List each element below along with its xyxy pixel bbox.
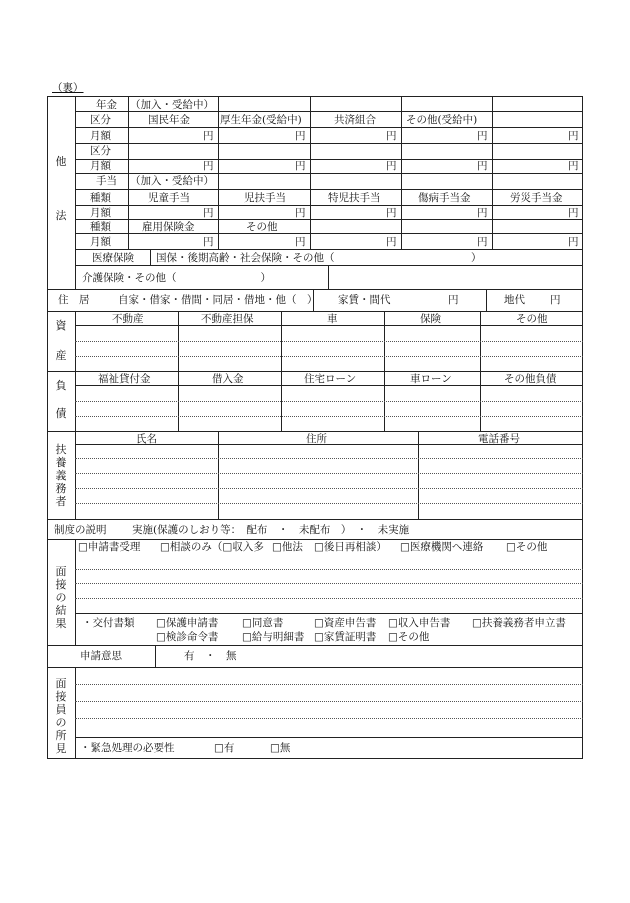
asset-header-real-estate: 不動産 — [112, 313, 144, 325]
result-option-other[interactable]: □その他 — [506, 541, 548, 553]
yen-3d: 円 — [477, 207, 488, 219]
opinion-title-1: 面 — [55, 677, 67, 690]
debts-title-1: 負 — [55, 379, 67, 392]
yen-1c: 円 — [386, 130, 397, 142]
allowance-status: （加入・受給中） — [130, 175, 214, 187]
result-option-reconsult[interactable]: □後日再相談） — [314, 541, 387, 553]
debts-title-2: 債 — [55, 407, 67, 420]
application-intent-label: 申請意思 — [80, 650, 122, 662]
division-label-2: 区分 — [90, 145, 111, 157]
allowance-type-child: 児童手当 — [148, 192, 190, 204]
asset-header-car: 車 — [327, 313, 338, 325]
yen-2d: 円 — [477, 160, 488, 172]
application-intent-value[interactable]: 有 ・ 無 — [184, 650, 237, 662]
supporters-title-2: 養 — [55, 456, 67, 469]
yen-1e: 円 — [568, 130, 579, 142]
doc-exam-order[interactable]: □検診命令書 — [156, 631, 219, 643]
land-rent-label: 地代 — [504, 294, 525, 306]
result-option-consult-only[interactable]: □相談のみ（□収入多 — [160, 541, 264, 553]
yen-2b: 円 — [295, 160, 306, 172]
debt-header-other: その他負債 — [504, 373, 557, 385]
result-title-4: 結 — [55, 604, 67, 617]
monthly-label-1: 月額 — [90, 130, 111, 142]
kind-label-2: 種類 — [90, 221, 111, 233]
pension-label: 年金 — [96, 99, 117, 111]
supporters-title-3: 義 — [55, 469, 67, 482]
yen-2e: 円 — [568, 160, 579, 172]
yen-2a: 円 — [203, 160, 214, 172]
interview-form-back — [47, 96, 583, 759]
urgency-yes-checkbox[interactable]: □有 — [214, 742, 235, 754]
yen-4c: 円 — [386, 236, 397, 248]
system-explanation-label: 制度の説明 — [54, 524, 107, 536]
yen-1b: 円 — [295, 130, 306, 142]
kind-label-1: 種類 — [90, 192, 111, 204]
rent-yen: 円 — [448, 294, 459, 306]
result-title-5: 果 — [55, 617, 67, 630]
urgency-no-checkbox[interactable]: □無 — [270, 742, 291, 754]
doc-consent[interactable]: □同意書 — [242, 617, 284, 629]
monthly-label-2: 月額 — [90, 160, 111, 172]
page-side-label: （裏） — [52, 82, 84, 94]
insurance-type-employment: 雇用保険金 — [142, 221, 195, 233]
other-law-title-1: 他 — [55, 155, 67, 168]
asset-header-mortgage: 不動産担保 — [201, 313, 254, 325]
urgency-label: ・緊急処理の必要性 — [80, 742, 175, 754]
yen-4b: 円 — [295, 236, 306, 248]
supporters-title-1: 扶 — [55, 443, 67, 456]
result-title-2: 接 — [55, 578, 67, 591]
doc-other[interactable]: □その他 — [388, 631, 430, 643]
residence-label: 住 居 — [58, 294, 90, 306]
rent-label: 家賃・間代 — [338, 294, 391, 306]
result-title-1: 面 — [55, 565, 67, 578]
result-option-medical[interactable]: □医療機関へ連絡 — [400, 541, 484, 553]
debt-header-housing-loan: 住宅ローン — [304, 373, 357, 385]
supporter-header-name: 氏名 — [136, 433, 157, 445]
monthly-label-3: 月額 — [90, 207, 111, 219]
doc-supporter-statement[interactable]: □扶養義務者申立書 — [472, 617, 566, 629]
documents-label: ・交付書類 — [82, 617, 135, 629]
opinion-title-2: 接 — [55, 690, 67, 703]
opinion-title-6: 見 — [55, 742, 67, 755]
yen-1d: 円 — [477, 130, 488, 142]
allowance-type-special: 特児扶手当 — [328, 192, 381, 204]
asset-header-other: その他 — [516, 313, 548, 325]
allowance-type-workers: 労災手当金 — [510, 192, 563, 204]
doc-asset-report[interactable]: □資産申告書 — [314, 617, 377, 629]
doc-application[interactable]: □保護申請書 — [156, 617, 219, 629]
result-option-other-law[interactable]: □他法 — [272, 541, 303, 553]
division-label: 区分 — [90, 114, 111, 126]
other-law-divider — [75, 97, 76, 289]
pension-type-other: その他(受給中) — [406, 114, 478, 126]
medical-insurance-label: 医療保険 — [92, 252, 134, 264]
land-rent-yen: 円 — [550, 294, 561, 306]
pension-type-employee: 厚生年金(受給中) — [220, 114, 302, 126]
allowance-type-sickness: 傷病手当金 — [418, 192, 471, 204]
yen-3e: 円 — [568, 207, 579, 219]
monthly-label-4: 月額 — [90, 236, 111, 248]
assets-title-1: 資 — [55, 319, 67, 332]
yen-4a: 円 — [203, 236, 214, 248]
medical-insurance-value: 国保・後期高齢・社会保険・その他（ ） — [156, 252, 482, 264]
doc-payslip[interactable]: □給与明細書 — [242, 631, 305, 643]
doc-income-report[interactable]: □収入申告書 — [388, 617, 451, 629]
assets-title-2: 産 — [55, 349, 67, 362]
debt-header-car-loan: 車ローン — [410, 373, 452, 385]
insurance-type-other: その他 — [246, 221, 278, 233]
pension-type-mutual: 共済組合 — [334, 114, 376, 126]
supporter-header-address: 住所 — [306, 433, 327, 445]
supporter-header-phone: 電話番号 — [478, 433, 520, 445]
result-title-3: の — [55, 591, 67, 604]
pension-type-national: 国民年金 — [148, 114, 190, 126]
opinion-title-5: 所 — [55, 729, 67, 742]
allowance-type-childcare: 児扶手当 — [244, 192, 286, 204]
yen-2c: 円 — [386, 160, 397, 172]
supporters-title-5: 者 — [55, 495, 67, 508]
debt-header-welfare-loan: 福祉貸付金 — [98, 373, 151, 385]
supporters-title-4: 務 — [55, 482, 67, 495]
allowance-label: 手当 — [96, 175, 117, 187]
doc-rent-certificate[interactable]: □家賃証明書 — [314, 631, 377, 643]
yen-4d: 円 — [477, 236, 488, 248]
care-insurance-value: 介護保険・その他（ ） — [82, 272, 271, 284]
yen-3a: 円 — [203, 207, 214, 219]
residence-types: 自家・借家・借間・同居・借地・他（ ） — [118, 294, 318, 306]
system-explanation-value: 実施(保護のしおり等： 配布 ・ 未配布 ） ・ 未実施 — [132, 524, 410, 536]
opinion-title-3: 員 — [55, 703, 67, 716]
debt-header-borrowing: 借入金 — [212, 373, 244, 385]
asset-header-insurance: 保険 — [420, 313, 441, 325]
yen-4e: 円 — [568, 236, 579, 248]
other-law-title-2: 法 — [55, 209, 67, 222]
yen-1a: 円 — [203, 130, 214, 142]
pension-status: （加入・受給中） — [130, 99, 214, 111]
opinion-title-4: の — [55, 716, 67, 729]
yen-3c: 円 — [386, 207, 397, 219]
yen-3b: 円 — [295, 207, 306, 219]
result-option-accepted[interactable]: □申請書受理 — [78, 541, 141, 553]
